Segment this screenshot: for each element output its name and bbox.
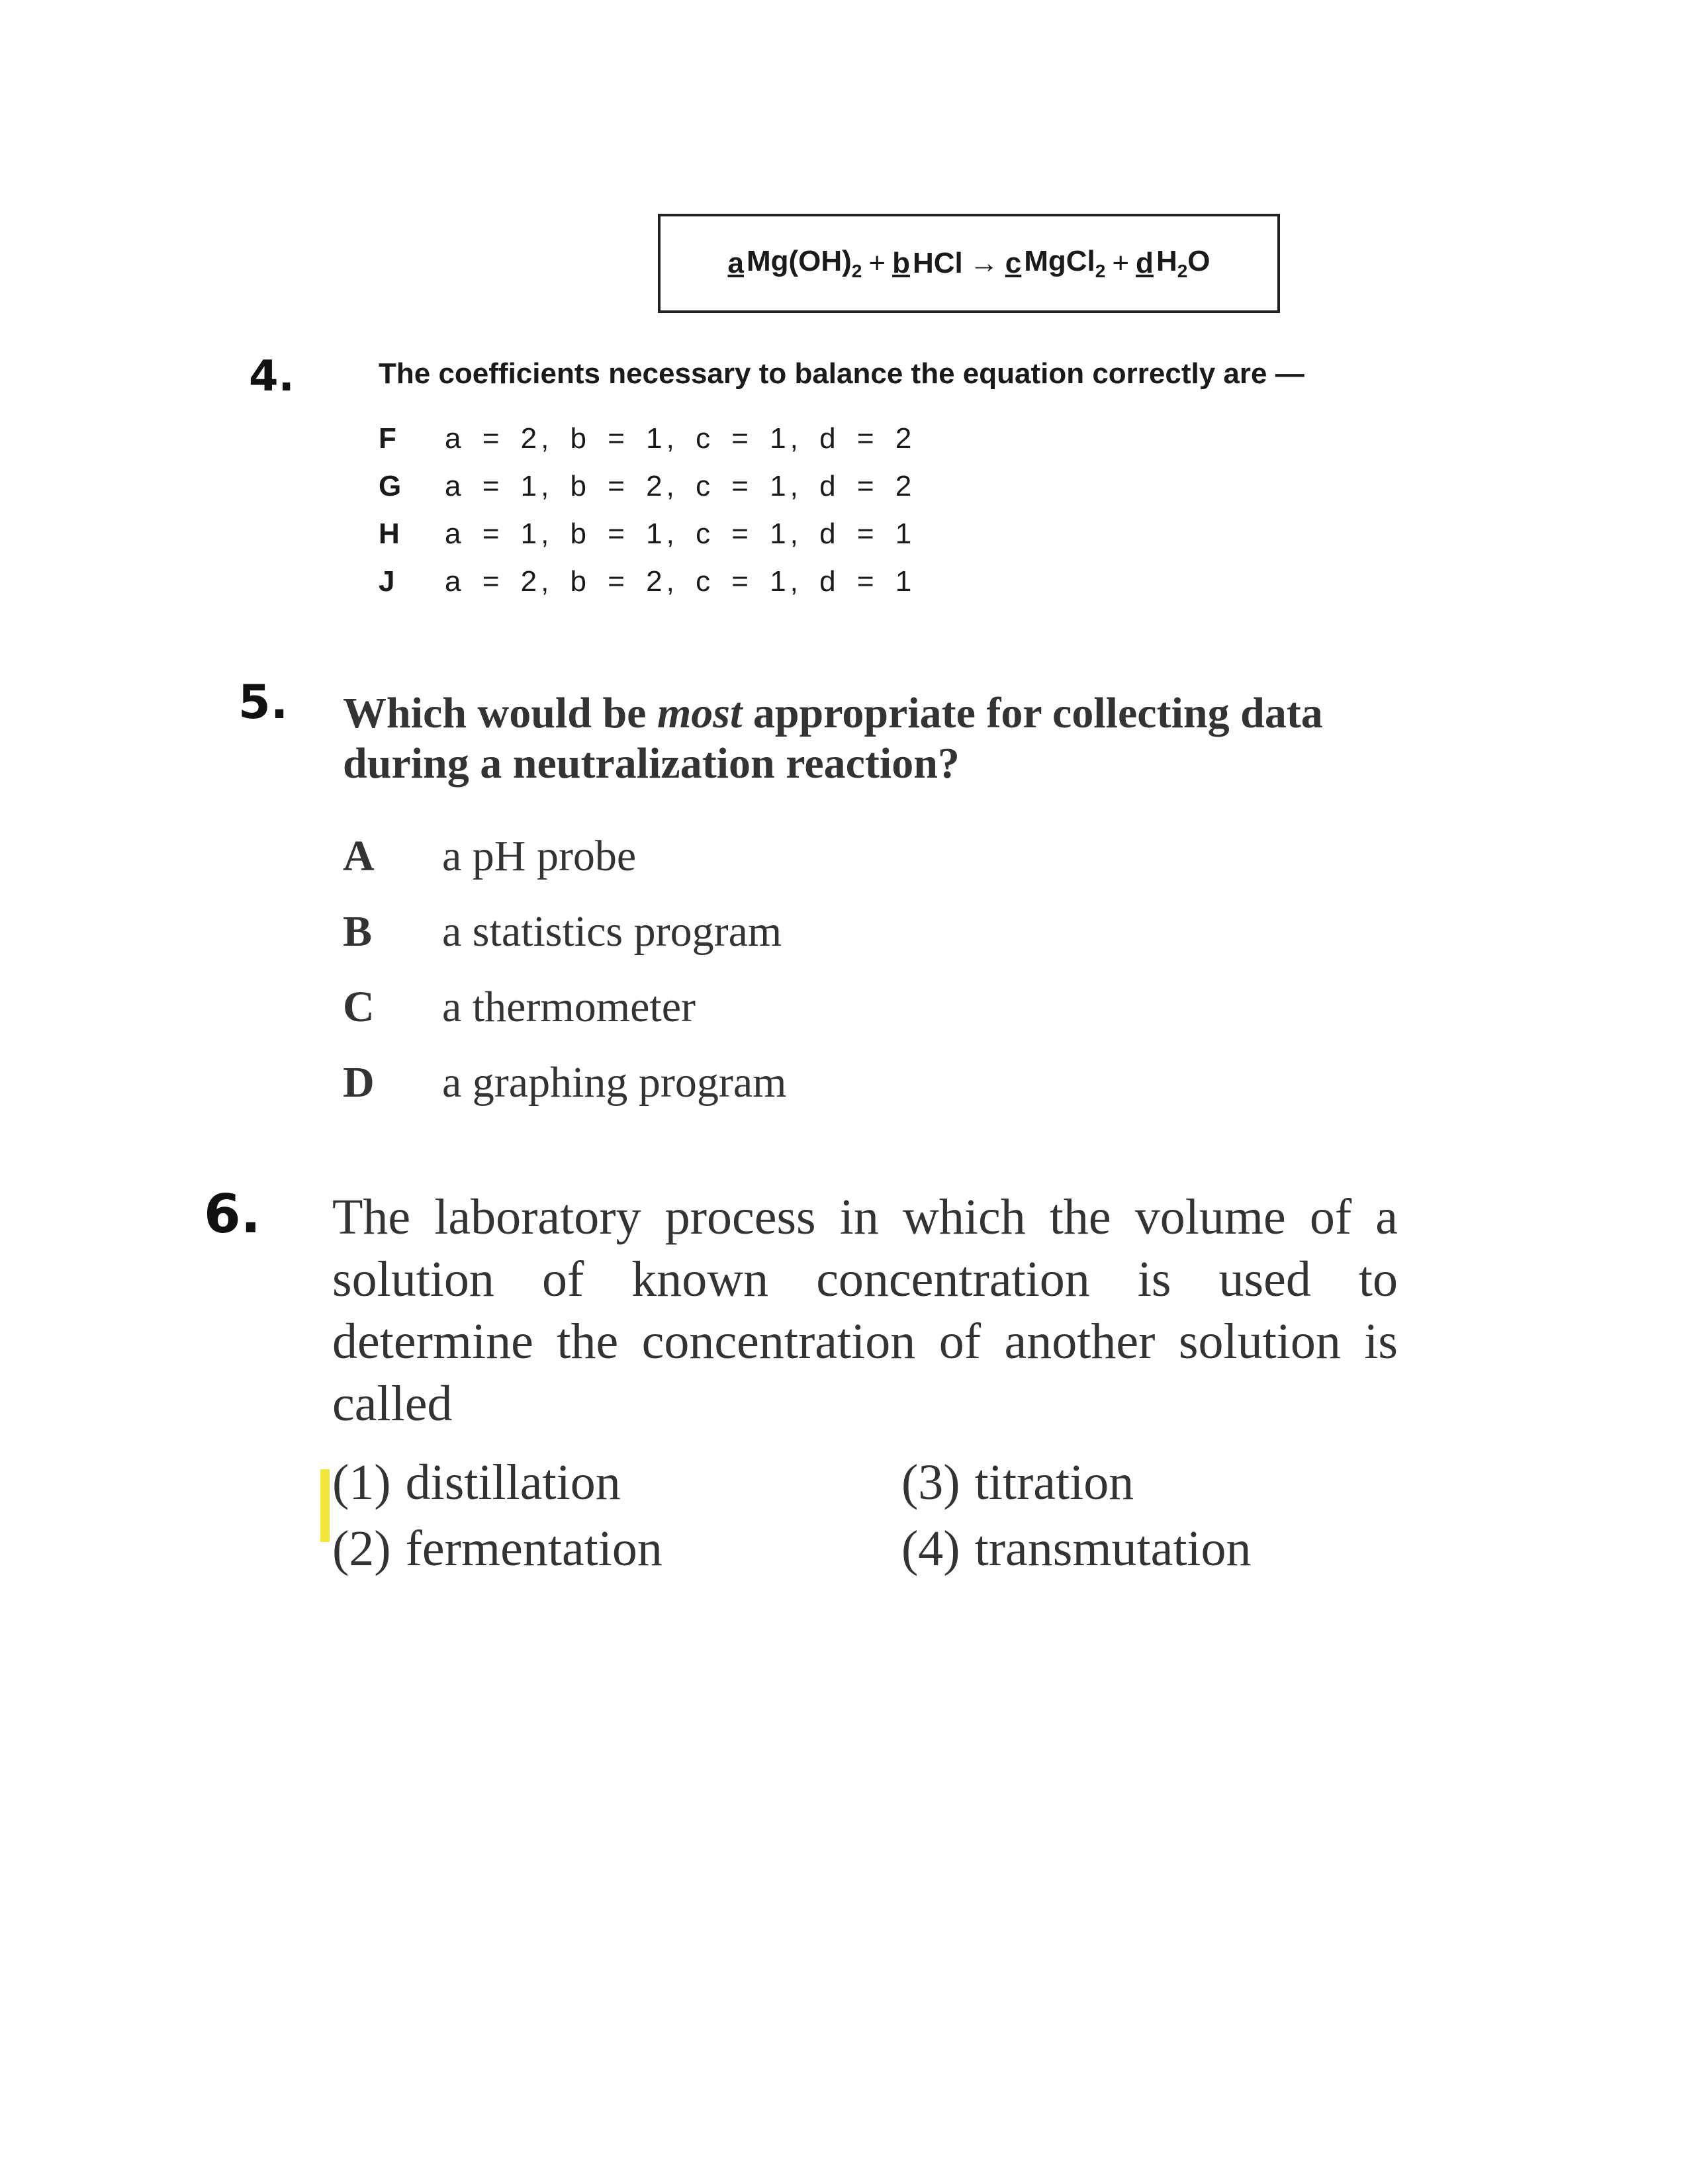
answer-option[interactable] bbox=[332, 1516, 901, 1582]
coef-c: c bbox=[1005, 247, 1022, 279]
option-text: distillation bbox=[405, 1455, 621, 1510]
question-4-text: The coefficients necessary to balance the equation correctly are — bbox=[379, 357, 1304, 390]
answer-option[interactable] bbox=[901, 1449, 1391, 1516]
coef-a: a bbox=[727, 247, 744, 279]
option-letter: H bbox=[379, 518, 400, 550]
product-2: $H_2O$ bbox=[1156, 245, 1211, 281]
option-number: (2) bbox=[332, 1521, 391, 1576]
emphasis-most: most bbox=[657, 689, 743, 737]
question-5-options bbox=[343, 831, 787, 1133]
answer-option[interactable] bbox=[379, 422, 915, 470]
reactant-2: HCl bbox=[912, 247, 963, 279]
reaction-arrow: → bbox=[969, 247, 999, 279]
answer-option[interactable] bbox=[332, 1449, 901, 1516]
option-text: a thermometer bbox=[442, 983, 696, 1031]
answer-option[interactable] bbox=[343, 1058, 787, 1133]
plus-sign: + bbox=[868, 247, 886, 279]
highlight-mark bbox=[320, 1469, 330, 1542]
option-text: titration bbox=[974, 1455, 1134, 1510]
option-text: a = 1, b = 1, c = 1, d = 1 bbox=[445, 518, 916, 550]
option-letter: F bbox=[379, 422, 396, 455]
option-letter: B bbox=[343, 907, 373, 956]
option-letter: A bbox=[343, 832, 375, 880]
answer-option[interactable] bbox=[379, 470, 915, 518]
question-5-text: Which would be most appropriate for collecting data during a neutralization reaction? bbox=[343, 689, 1323, 788]
coef-d: d bbox=[1136, 247, 1154, 279]
answer-option[interactable] bbox=[379, 565, 915, 613]
question-4-options bbox=[379, 422, 915, 613]
option-text: fermentation bbox=[405, 1521, 663, 1576]
option-text: a = 2, b = 1, c = 1, d = 2 bbox=[445, 422, 916, 455]
option-text: a statistics program bbox=[442, 907, 782, 956]
product-1: MgCl$_2$ bbox=[1024, 245, 1106, 281]
option-text: transmutation bbox=[974, 1521, 1252, 1576]
question-6-number: 6. bbox=[204, 1183, 261, 1245]
option-letter: D bbox=[343, 1058, 375, 1107]
option-text: a = 2, b = 2, c = 1, d = 1 bbox=[445, 565, 916, 598]
answer-option[interactable] bbox=[343, 831, 787, 907]
question-4-number: 4. bbox=[249, 352, 295, 401]
option-letter: C bbox=[343, 983, 375, 1031]
coef-b: b bbox=[892, 247, 910, 279]
option-text: a pH probe bbox=[442, 832, 637, 880]
option-letter: J bbox=[379, 565, 395, 598]
option-number: (3) bbox=[901, 1455, 960, 1510]
question-6-text: The laboratory process in which the volume of a solution of known concentration is used to determine the concentration of another solution is called bbox=[332, 1189, 1398, 1432]
option-letter: G bbox=[379, 470, 402, 502]
reactant-1: $Mg(OH)_2$ bbox=[746, 245, 862, 281]
option-number: (1) bbox=[332, 1455, 391, 1510]
answer-option[interactable] bbox=[343, 982, 787, 1058]
plus-sign: + bbox=[1112, 247, 1130, 279]
answer-option[interactable] bbox=[379, 518, 915, 565]
equation-box bbox=[658, 214, 1280, 313]
answer-option[interactable] bbox=[343, 907, 787, 982]
question-6-options bbox=[332, 1449, 1391, 1582]
option-number: (4) bbox=[901, 1521, 960, 1576]
question-5-number: 5. bbox=[238, 675, 289, 729]
answer-option[interactable] bbox=[901, 1516, 1391, 1582]
option-text: a graphing program bbox=[442, 1058, 787, 1107]
option-text: a = 1, b = 2, c = 1, d = 2 bbox=[445, 470, 916, 502]
